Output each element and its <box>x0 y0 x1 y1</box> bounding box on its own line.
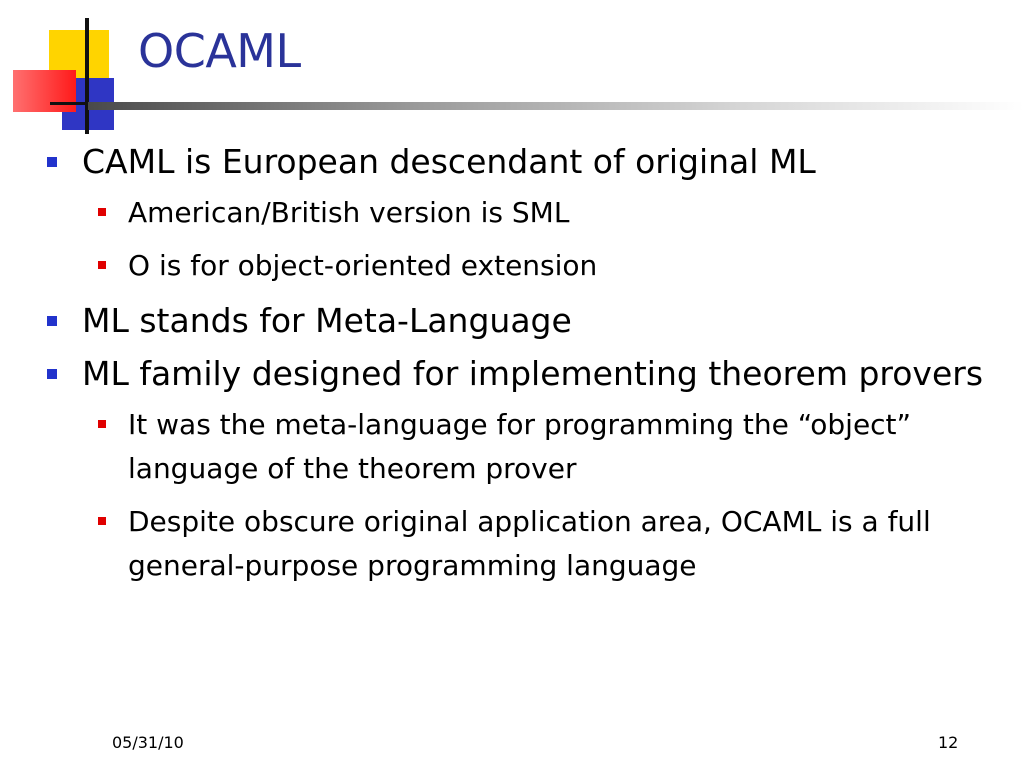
bullet-item-2 <box>82 297 994 344</box>
slide-body <box>0 138 1024 597</box>
logo-vertical-line <box>85 18 89 134</box>
sub-bullet-list-3 <box>0 403 1024 588</box>
slide-title: OCAML <box>138 24 301 78</box>
sub-bullet-text: American/British version is SML <box>128 196 570 229</box>
sub-bullet-list-1 <box>0 191 1024 288</box>
sub-bullet-text: Despite obscure original application area, OCAML is a full general-purpose programming language <box>128 505 931 582</box>
red-square-bullet-icon <box>98 261 106 269</box>
sub-bullet-item <box>128 244 994 288</box>
sub-bullet-item <box>128 191 994 235</box>
footer-date: 05/31/10 <box>112 733 184 752</box>
sub-bullet-item <box>128 500 994 588</box>
blue-square-bullet-icon <box>47 316 57 326</box>
red-square-bullet-icon <box>98 208 106 216</box>
footer-page-number: 12 <box>938 733 959 752</box>
sub-bullet-text: O is for object-oriented extension <box>128 249 598 282</box>
slide-logo-decoration <box>0 0 140 140</box>
bullet-item-1 <box>82 138 994 185</box>
sub-bullet-text: It was the meta-language for programming the “object” language of the theorem prover <box>128 408 912 485</box>
logo-red-square <box>13 70 76 112</box>
blue-square-bullet-icon <box>47 157 57 167</box>
bullet-text: ML stands for Meta-Language <box>82 301 572 340</box>
title-underline-rule <box>88 102 1024 110</box>
bullet-text: ML family designed for implementing theorem provers <box>82 354 984 393</box>
blue-square-bullet-icon <box>47 369 57 379</box>
bullet-text: CAML is European descendant of original ML <box>82 142 816 181</box>
bullet-item-3 <box>82 350 994 397</box>
red-square-bullet-icon <box>98 517 106 525</box>
sub-bullet-item <box>128 403 994 491</box>
red-square-bullet-icon <box>98 420 106 428</box>
